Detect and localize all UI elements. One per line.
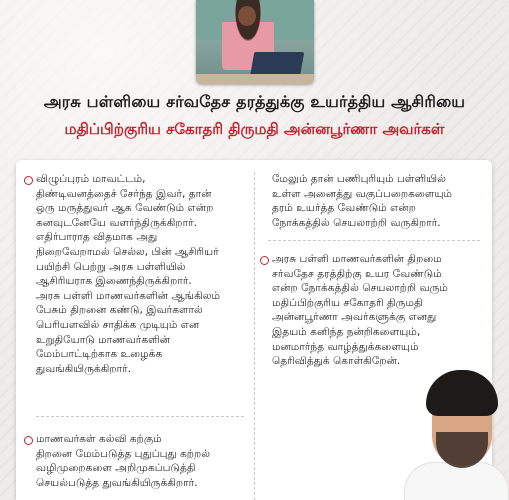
text-line: இதயம் கனிந்த நன்றிகளையும், xyxy=(272,325,421,338)
dashed-separator xyxy=(268,240,480,241)
text-line: உள்ள அனைத்து வகுப்பறைகளையும் xyxy=(272,187,453,200)
text-line: விழுப்புரம் மாவட்டம், xyxy=(36,173,146,185)
text-line: நிறைவேறாமல் செல்ல, பின் ஆசிரியர் xyxy=(36,245,219,258)
text-line: மாணவர்கள் கல்வி கற்கும் xyxy=(36,433,162,445)
text-line: மனமார்ந்த வாழ்த்துக்களையும் xyxy=(272,340,419,353)
text-line: சர்வதேச தரத்திற்கு உயர வேண்டும் xyxy=(272,267,442,280)
text-line: துவங்கியிருக்கிறார். xyxy=(36,362,132,375)
column-divider xyxy=(254,172,255,500)
text-line: தெரிவித்துக் கொள்கிறேன். xyxy=(272,355,401,368)
text-line: மதிப்பிற்குரிய சகோதரி திருமதி xyxy=(272,296,423,309)
text-line: வழிமுறைகளை அறிமுகப்படுத்தி xyxy=(36,462,196,475)
text-line: எதிர்பாராத விதமாக அது xyxy=(36,231,158,244)
text-line: பேசும் திறனை கண்டு, இவர்களால் xyxy=(36,304,203,317)
text-line: பயிற்சி பெற்று அரசு பள்ளியில் xyxy=(36,260,186,273)
text-line: நோக்கத்தில் செயலாற்றி வருகிறார். xyxy=(272,216,441,229)
teacher-photo xyxy=(196,0,314,84)
bullet-icon xyxy=(24,436,33,445)
text-line: என்ற நோக்கத்தில் செயலாற்றி வரும் xyxy=(272,282,448,295)
text-line: தரம் உயர்த்த வேண்டும் என்ற xyxy=(272,202,416,215)
text-line: அரசு பள்ளி மாணவர்களின் ஆங்கிலம் xyxy=(36,289,221,302)
right-paragraph-1 xyxy=(272,172,484,230)
text-line: கனவுடனேயே வளர்ந்திருக்கிறார். xyxy=(36,216,198,229)
text-line: அரசு பள்ளி மாணவர்களின் திறமை xyxy=(272,253,442,265)
text-line: மேலும் தான் பணிபுரியும் பள்ளியில் xyxy=(272,173,446,185)
text-line: உறுதியோடு மாணவர்களின் xyxy=(36,333,171,346)
left-paragraph-2 xyxy=(36,432,248,490)
text-line: மேம்பாட்டிற்காக உழைக்க xyxy=(36,348,163,361)
text-line: திண்டிவனத்தைச் சேர்ந்த இவர், தான் xyxy=(36,187,212,200)
left-paragraph-1 xyxy=(36,172,248,376)
subheadline: மதிப்பிற்குரிய சகோதரி திருமதி அன்னபூர்ணா அவர்கள் xyxy=(64,120,445,138)
text-line: அன்னபூர்ணா அவர்களுக்கு எனது xyxy=(272,311,437,324)
dashed-separator xyxy=(36,416,244,417)
text-line: ஆசிரியராக இணைந்திருக்கிறார். xyxy=(36,275,192,288)
text-line: ஒரு மருத்துவர் ஆக வேண்டும் என்ற xyxy=(36,202,214,215)
portrait-image xyxy=(398,366,509,500)
text-line: செயல்படுத்த துவங்கியிருக்கிறார். xyxy=(36,476,198,489)
right-paragraph-2 xyxy=(272,252,484,369)
text-line: பெரியளவில் சாதிக்க முடியும் என xyxy=(36,318,200,331)
headline: அரசு பள்ளியை சர்வதேச தரத்துக்கு உயர்த்திய ஆசிரியை xyxy=(43,92,466,111)
text-line: திறனை மேம்படுத்த புதுப்புது கற்றல் xyxy=(36,447,211,460)
bullet-icon xyxy=(24,176,33,185)
bullet-icon xyxy=(260,256,269,265)
